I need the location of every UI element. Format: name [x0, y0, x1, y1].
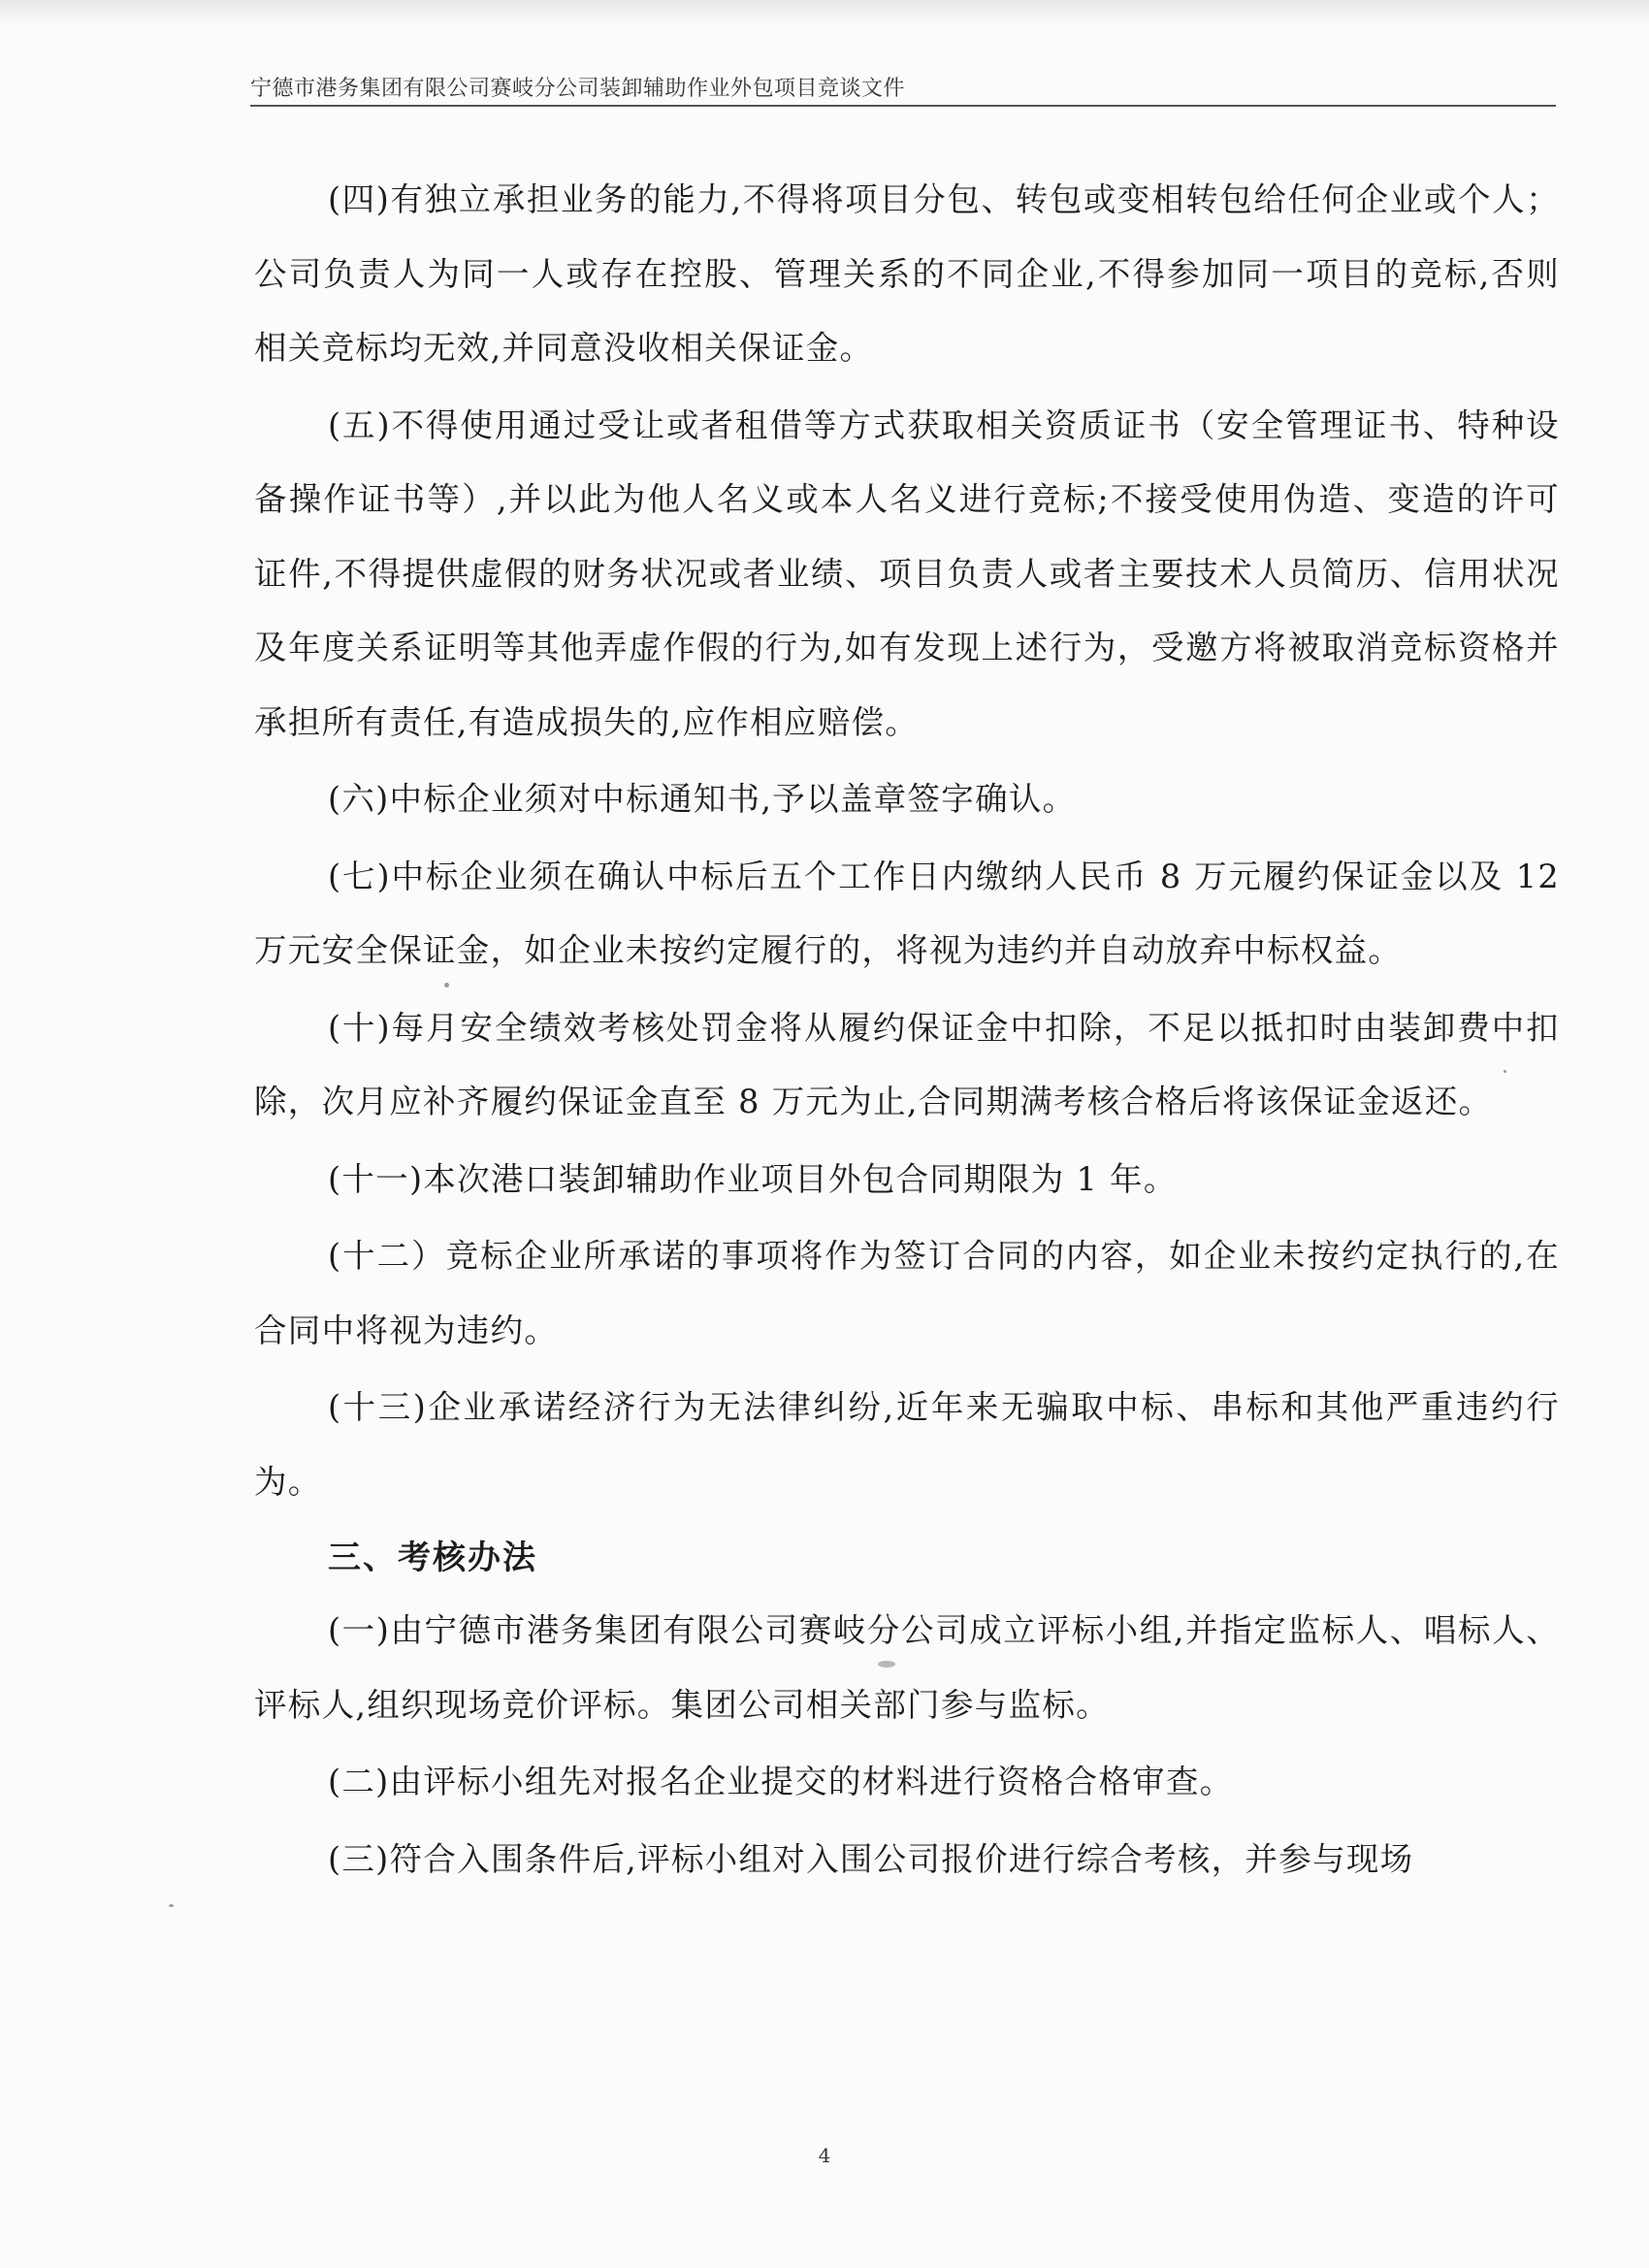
running-header: 宁德市港务集团有限公司赛岐分公司装卸辅助作业外包项目竞谈文件 [250, 77, 906, 101]
scan-edge-shadow [0, 0, 1649, 25]
section-paragraph-3: (三)符合入围条件后,评标小组对入围公司报价进行综合考核，并参与现场 [328, 1839, 1414, 1878]
scan-speck [878, 1661, 895, 1668]
scan-speck [444, 983, 449, 988]
paragraph-item-7: (七)中标企业须在确认中标后五个工作日内缴纳人民币 8 万元履约保证金以及 12 万元安全保证金，如企业未按约定履行的，将视为违约并自动放弃中标权益。 [254, 857, 1560, 969]
document-body [254, 163, 1560, 1899]
section-paragraph-2: (二)由评标小组先对报名企业提交的材料进行资格合格审查。 [328, 1763, 1234, 1800]
paragraph-item-6: (六)中标企业须对中标通知书,予以盖章签字确认。 [328, 780, 1077, 818]
paragraph-item-4: (四)有独立承担业务的能力,不得将项目分包、转包或变相转包给任何企业或个人；公司负责人为同一人或存在控股、管理关系的不同企业,不得参加同一项目的竞标,否则相关竞标均无效,并同意没收相关保证金。 [254, 180, 1560, 367]
scan-speck [1504, 1070, 1506, 1073]
paragraph-item-12: (十二）竞标企业所承诺的事项将作为签订合同的内容，如企业未按约定执行的,在合同中将视为违约。 [254, 1237, 1560, 1349]
section-heading: 三、考核办法 [328, 1539, 537, 1577]
section-paragraph-1: (一)由宁德市港务集团有限公司赛岐分公司成立评标小组,并指定监标人、唱标人、评标人,组织现场竞价评标。集团公司相关部门参与监标。 [254, 1611, 1560, 1724]
paragraph-item-13: (十三)企业承诺经济行为无法律纠纷,近年来无骗取中标、串标和其他严重违约行为。 [254, 1388, 1560, 1501]
scan-speck [169, 1904, 174, 1907]
page-number: 4 [818, 2144, 831, 2167]
paragraph-item-5: (五)不得使用通过受让或者租借等方式获取相关资质证书（安全管理证书、特种设备操作证书等）,并以此为他人名义或本人名义进行竞标;不接受使用伪造、变造的许可证件,不得提供虚假的财务状况或者业绩、项目负责人或者主要技术人员简历、信用状况及年度关系证明等其他弄虚作假的行为,如有发现上述行为，受邀方将被取消竞标资格并承担所有责任,有造成损失的,应作相应赔偿。 [254, 405, 1560, 741]
paragraph-item-11: (十一)本次港口装卸辅助作业项目外包合同期限为 1 年。 [328, 1159, 1178, 1198]
paragraph-item-10: (十)每月安全绩效考核处罚金将从履约保证金中扣除，不足以抵扣时由装卸费中扣除，次月应补齐履约保证金直至 8 万元为止,合同期满考核合格后将该保证金返还。 [254, 1008, 1560, 1120]
header-rule [250, 105, 1556, 107]
